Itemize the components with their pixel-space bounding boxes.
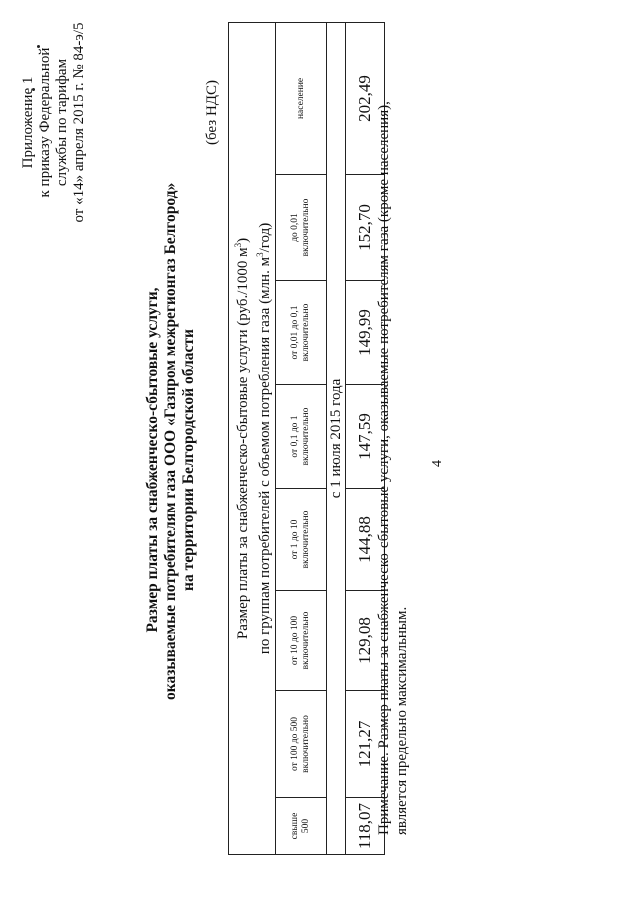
footnote-line-1: Примечание. Размер платы за снабженческо-сбытовые услуги, оказываемые потребителям газа (кроме населения), <box>376 101 392 835</box>
group-label: от 1 до 10 <box>290 519 300 560</box>
approval-line-2: к приказу Федеральной <box>37 47 53 198</box>
document-title <box>144 182 198 700</box>
group-header-cell <box>276 798 327 855</box>
group-label: от 0,1 до 1 <box>290 415 300 458</box>
group-header-cell <box>276 691 327 798</box>
main-header-sup-2: 3 <box>255 252 265 257</box>
title-line-3: на территории Белгородской области <box>180 329 197 591</box>
page-number: 4 <box>430 460 445 467</box>
group-header-cell <box>276 489 327 591</box>
value-cell: 129,08 <box>346 591 385 691</box>
main-header-line-1-end: ) <box>235 237 251 243</box>
tariff-table <box>228 22 385 855</box>
group-label: свыше <box>290 812 300 840</box>
group-label: от 0,01 до 0,1 <box>290 305 300 360</box>
table-main-header <box>229 22 276 854</box>
group-label-sub: включительно <box>301 715 311 773</box>
main-header-sup-1: 3 <box>233 242 243 248</box>
period-row: с 1 июля 2015 года <box>327 22 346 854</box>
value-cell: 118,07 <box>346 798 385 855</box>
group-header-cell <box>276 591 327 691</box>
group-label: до 0,01 <box>290 213 300 242</box>
group-label: население <box>295 77 306 120</box>
main-header-line-2-end: /год) <box>257 222 273 253</box>
value-cell: 202,49 <box>346 22 385 174</box>
group-label: от 10 до 100 <box>290 615 300 666</box>
value-cell: 144,88 <box>346 489 385 591</box>
main-header-line-1: Размер платы за снабженческо-сбытовые услуги (руб./1000 м <box>235 247 251 640</box>
approval-line-1: Приложение 1 <box>20 76 36 169</box>
group-header-cell <box>276 281 327 385</box>
value-cell: 152,70 <box>346 175 385 281</box>
title-line-2: оказываемые потребителям газа ООО «Газпром межрегионгаз Белгород» <box>162 182 179 700</box>
footnote-line-2: является предельно максимальным. <box>394 606 410 835</box>
vat-note: (без НДС) <box>204 79 220 145</box>
group-header-cell <box>276 22 327 174</box>
group-label-sub: включительно <box>301 407 311 466</box>
value-cell: 121,27 <box>346 691 385 798</box>
approval-line-3: службы по тарифам <box>54 58 70 187</box>
group-label-sub: включительно <box>301 611 311 670</box>
group-label-sub: 500 <box>301 818 311 834</box>
group-header-cell <box>276 385 327 489</box>
group-header-cell <box>276 175 327 281</box>
main-header-line-2: по группам потребителей с объемом потребления газа (млн. м <box>257 256 273 655</box>
value-cell: 149,99 <box>346 281 385 385</box>
title-line-1: Размер платы за снабженческо-сбытовые услуги, <box>144 287 161 633</box>
footnote <box>375 15 411 835</box>
approval-block <box>20 20 88 225</box>
group-label: от 100 до 500 <box>290 717 300 771</box>
approval-line-4: от «14» апреля 2015 г. № 84-э/5 <box>71 22 87 223</box>
group-label-sub: включительно <box>301 198 311 257</box>
value-cell: 147,59 <box>346 385 385 489</box>
group-label-sub: включительно <box>301 303 311 362</box>
group-label-sub: включительно <box>301 510 311 569</box>
